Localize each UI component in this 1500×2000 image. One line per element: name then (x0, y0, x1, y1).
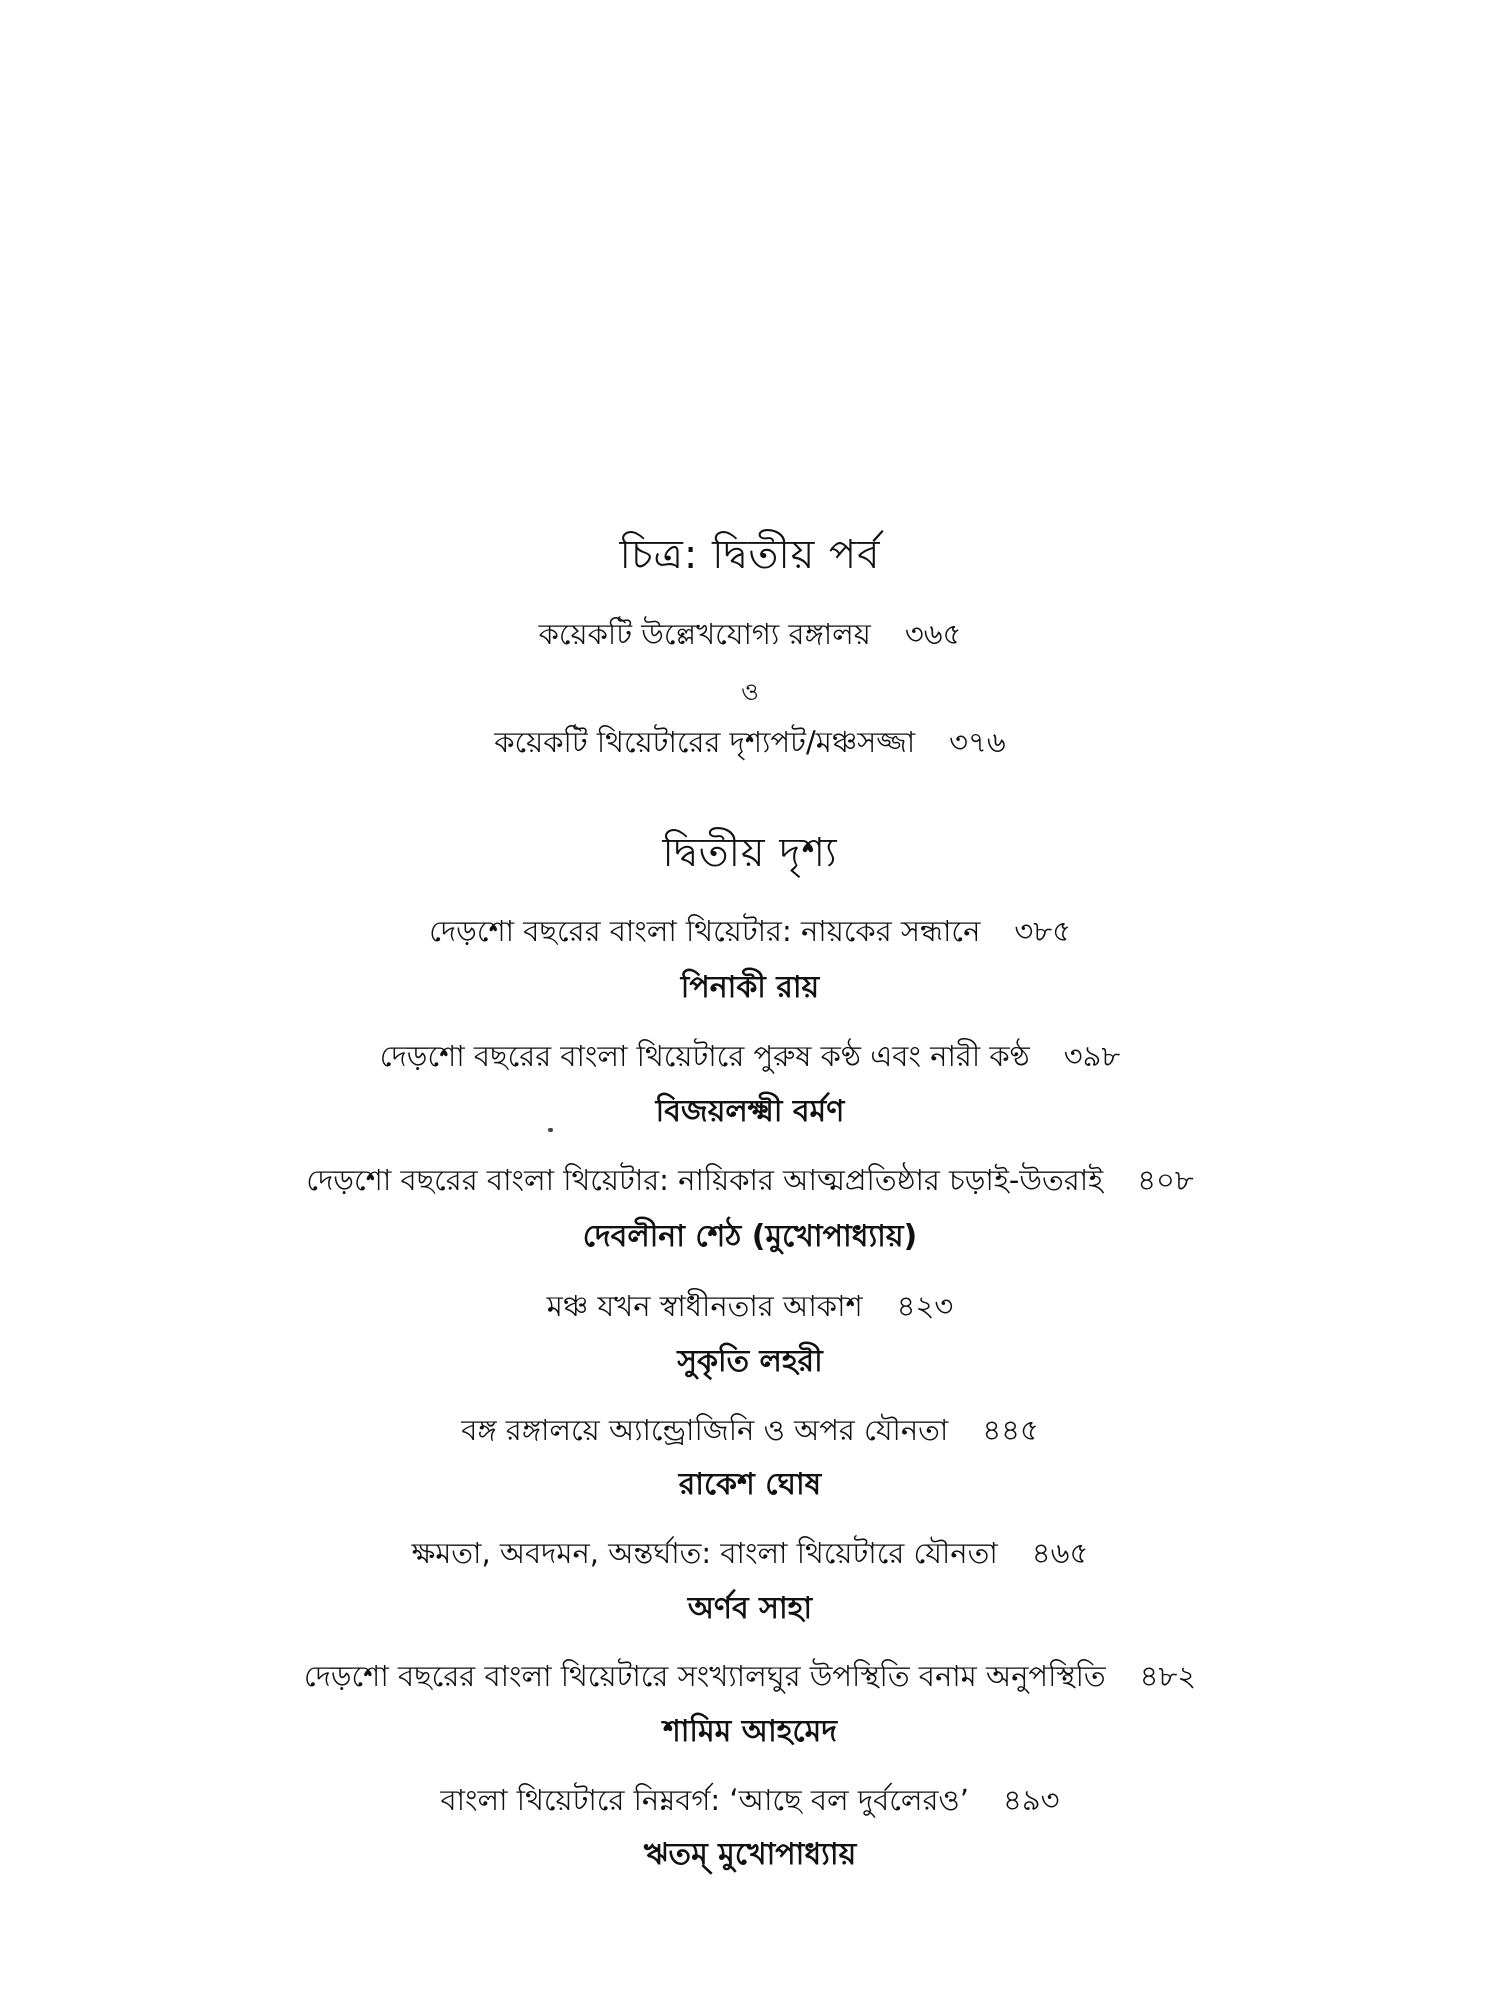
page-number: ৩৮৫ (1014, 914, 1071, 948)
author-name: সুকৃতি লহরী (677, 1344, 823, 1379)
toc-entry (0, 1289, 1500, 1323)
section-heading-dwitiya-drishya (0, 830, 1500, 876)
entry-author (0, 1094, 1500, 1129)
page-number: ৪৬৫ (1031, 1536, 1089, 1570)
page-number: ৩৭৬ (949, 725, 1006, 759)
conjunction-text (0, 680, 1500, 704)
toc-entry (0, 1039, 1500, 1073)
page-number: ৪৯৩ (1003, 1783, 1060, 1817)
author-name: রাকেশ ঘোষ (678, 1467, 822, 1502)
toc-entry (0, 1413, 1500, 1447)
author-name: পিনাকী রায় (680, 970, 820, 1005)
entry-title: দেড়শো বছরের বাংলা থিয়েটারে সংখ্যালঘুর উপস্থিতি বনাম অনুপস্থিতি (303, 1659, 1106, 1693)
scan-speck (548, 1128, 553, 1132)
author-name: শামিম আহমেদ (662, 1714, 838, 1749)
toc-entry (0, 914, 1500, 948)
section-title: চিত্র: দ্বিতীয় পর্ব (619, 532, 881, 578)
entry-title: মঞ্চ যখন স্বাধীনতার আকাশ (546, 1289, 863, 1323)
section-heading-chitra (0, 532, 1500, 578)
entry-author (0, 970, 1500, 1005)
page-number: ৩৯৮ (1063, 1039, 1121, 1073)
toc-entry (0, 1536, 1500, 1570)
entry-author (0, 1837, 1500, 1872)
toc-entry (0, 1659, 1500, 1693)
toc-entry (0, 725, 1500, 759)
section-title: দ্বিতীয় দৃশ্য (662, 830, 838, 876)
entry-title: দেড়শো বছরের বাংলা থিয়েটার: নায়িকার আত্মপ্রতিষ্ঠার চড়াই-উতরাই (306, 1163, 1104, 1197)
entry-title: বঙ্গ রঙ্গালয়ে অ্যান্ড্রোজিনি ও অপর যৌনতা (461, 1413, 949, 1447)
conjunction: ও (741, 678, 759, 706)
entry-author (0, 1467, 1500, 1502)
entry-title: দেড়শো বছরের বাংলা থিয়েটার: নায়কের সন্ধানে (429, 914, 981, 948)
toc-entry (0, 1163, 1500, 1197)
page-number: ৪০৮ (1137, 1163, 1194, 1197)
entry-author (0, 1344, 1500, 1379)
author-name: ঋতম্ মুখোপাধ্যায় (643, 1837, 857, 1872)
entry-title: বাংলা থিয়েটারে নিম্নবর্গ: ‘আছে বল দুর্বলেরও’ (440, 1783, 969, 1817)
author-name: দেবলীনা শেঠ (মুখোপাধ্যায়) (582, 1219, 918, 1254)
entry-title: ক্ষমতা, অবদমন, অন্তর্ঘাত: বাংলা থিয়েটারে যৌনতা (411, 1536, 998, 1570)
entry-author (0, 1591, 1500, 1626)
author-name: অর্ণব সাহা (687, 1591, 813, 1626)
entry-author (0, 1714, 1500, 1749)
page-number: ৪৮২ (1139, 1659, 1197, 1693)
page-number: ৪২৩ (896, 1289, 954, 1323)
entry-author (0, 1219, 1500, 1254)
page-number: ৩৬৫ (904, 617, 962, 651)
entry-title: কয়েকটি থিয়েটারের দৃশ্যপট/মঞ্চসজ্জা (494, 725, 916, 759)
author-name: বিজয়লক্ষ্মী বর্মণ (655, 1094, 845, 1129)
toc-entry (0, 1783, 1500, 1817)
toc-entry (0, 617, 1500, 651)
entry-title: দেড়শো বছরের বাংলা থিয়েটারে পুরুষ কণ্ঠ এবং নারী কণ্ঠ (379, 1039, 1030, 1073)
page-number: ৪৪৫ (982, 1413, 1039, 1447)
entry-title: কয়েকটি উল্লেখযোগ্য রঙ্গালয় (538, 617, 871, 651)
